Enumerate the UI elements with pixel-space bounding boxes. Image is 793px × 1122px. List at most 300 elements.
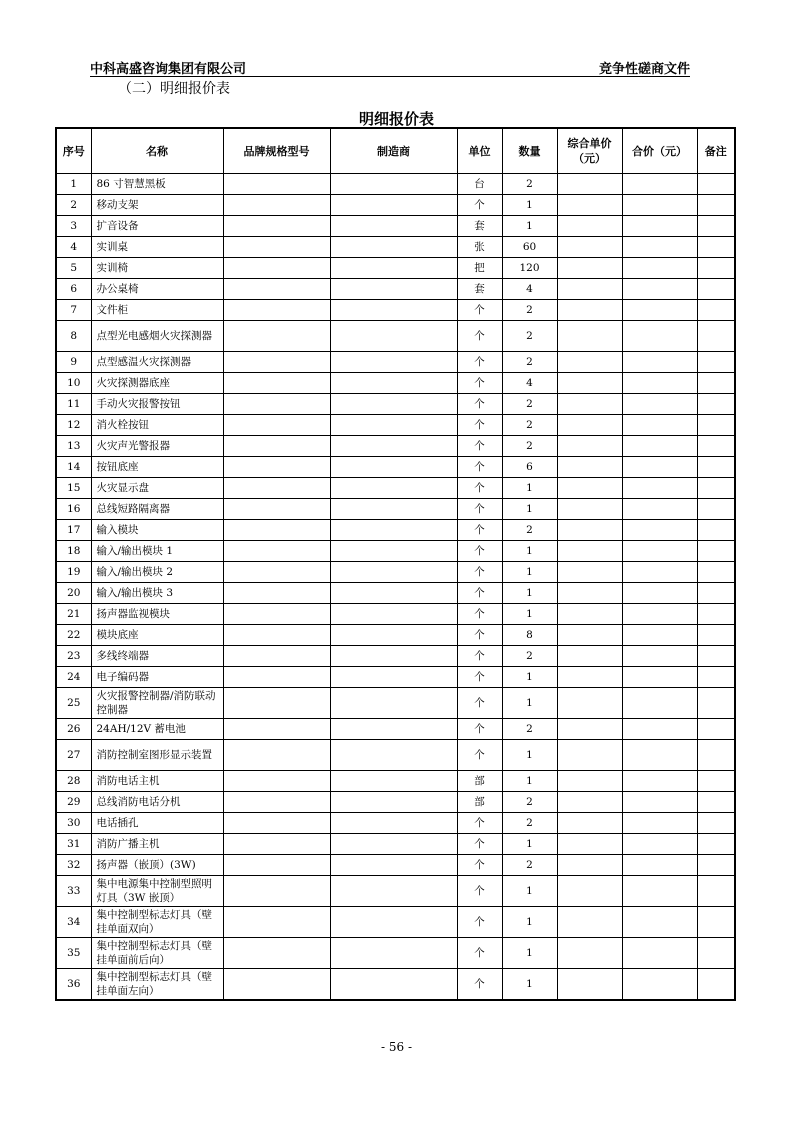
row-qty: 1 bbox=[502, 876, 557, 907]
row-note bbox=[697, 813, 735, 834]
row-note bbox=[697, 300, 735, 321]
row-seq: 33 bbox=[56, 876, 91, 907]
row-seq: 17 bbox=[56, 520, 91, 541]
row-total bbox=[622, 855, 697, 876]
row-name: 文件柜 bbox=[91, 300, 223, 321]
table-row bbox=[56, 436, 735, 457]
row-unit-price bbox=[557, 719, 622, 740]
row-unit-price bbox=[557, 969, 622, 1001]
row-note bbox=[697, 237, 735, 258]
row-qty: 60 bbox=[502, 237, 557, 258]
row-total bbox=[622, 646, 697, 667]
table-row bbox=[56, 688, 735, 719]
row-note bbox=[697, 907, 735, 938]
table-header-row bbox=[56, 128, 735, 174]
row-unit-price bbox=[557, 436, 622, 457]
row-seq: 28 bbox=[56, 771, 91, 792]
row-maker bbox=[330, 174, 457, 195]
row-qty: 2 bbox=[502, 855, 557, 876]
row-qty: 8 bbox=[502, 625, 557, 646]
row-unit-price bbox=[557, 740, 622, 771]
row-total bbox=[622, 876, 697, 907]
row-unit-price bbox=[557, 907, 622, 938]
table-row bbox=[56, 969, 735, 1001]
row-brand bbox=[223, 415, 330, 436]
row-total bbox=[622, 300, 697, 321]
table-row bbox=[56, 813, 735, 834]
table-row bbox=[56, 604, 735, 625]
row-brand bbox=[223, 907, 330, 938]
row-unit: 个 bbox=[457, 719, 502, 740]
row-name: 移动支架 bbox=[91, 195, 223, 216]
row-unit-price bbox=[557, 352, 622, 373]
row-qty: 2 bbox=[502, 813, 557, 834]
row-note bbox=[697, 195, 735, 216]
row-maker bbox=[330, 541, 457, 562]
row-unit: 把 bbox=[457, 258, 502, 279]
row-name: 电话插孔 bbox=[91, 813, 223, 834]
row-qty: 1 bbox=[502, 688, 557, 719]
row-unit-price bbox=[557, 216, 622, 237]
row-note bbox=[697, 436, 735, 457]
table-row bbox=[56, 373, 735, 394]
row-brand bbox=[223, 562, 330, 583]
row-seq: 32 bbox=[56, 855, 91, 876]
row-unit: 个 bbox=[457, 541, 502, 562]
row-maker bbox=[330, 520, 457, 541]
row-note bbox=[697, 478, 735, 499]
row-unit: 个 bbox=[457, 834, 502, 855]
row-qty: 1 bbox=[502, 541, 557, 562]
table-row bbox=[56, 719, 735, 740]
row-seq: 23 bbox=[56, 646, 91, 667]
row-unit-price bbox=[557, 855, 622, 876]
row-brand bbox=[223, 625, 330, 646]
row-note bbox=[697, 876, 735, 907]
row-unit: 个 bbox=[457, 876, 502, 907]
row-unit-price bbox=[557, 237, 622, 258]
row-qty: 2 bbox=[502, 352, 557, 373]
row-total bbox=[622, 907, 697, 938]
col-unit-price-line2: （元） bbox=[573, 152, 606, 165]
row-brand bbox=[223, 969, 330, 1001]
row-name: 火灾探测器底座 bbox=[91, 373, 223, 394]
row-brand bbox=[223, 321, 330, 352]
row-brand bbox=[223, 740, 330, 771]
row-unit-price bbox=[557, 457, 622, 478]
table-row bbox=[56, 667, 735, 688]
row-qty: 1 bbox=[502, 771, 557, 792]
row-total bbox=[622, 520, 697, 541]
row-brand bbox=[223, 237, 330, 258]
row-note bbox=[697, 719, 735, 740]
table-row bbox=[56, 499, 735, 520]
row-qty: 1 bbox=[502, 562, 557, 583]
row-name: 点型光电感烟火灾探测器 bbox=[91, 321, 223, 352]
row-seq: 26 bbox=[56, 719, 91, 740]
row-qty: 1 bbox=[502, 216, 557, 237]
row-unit-price bbox=[557, 688, 622, 719]
row-total bbox=[622, 394, 697, 415]
row-unit-price bbox=[557, 415, 622, 436]
table-row bbox=[56, 792, 735, 813]
row-name: 消火栓按钮 bbox=[91, 415, 223, 436]
row-maker bbox=[330, 834, 457, 855]
row-qty: 2 bbox=[502, 792, 557, 813]
row-maker bbox=[330, 740, 457, 771]
row-note bbox=[697, 520, 735, 541]
row-note bbox=[697, 258, 735, 279]
row-unit: 套 bbox=[457, 216, 502, 237]
row-maker bbox=[330, 813, 457, 834]
row-name: 点型感温火灾探测器 bbox=[91, 352, 223, 373]
row-seq: 9 bbox=[56, 352, 91, 373]
table-row bbox=[56, 625, 735, 646]
row-name: 火灾声光警报器 bbox=[91, 436, 223, 457]
row-total bbox=[622, 478, 697, 499]
row-seq: 14 bbox=[56, 457, 91, 478]
row-maker bbox=[330, 969, 457, 1001]
row-qty: 2 bbox=[502, 321, 557, 352]
row-brand bbox=[223, 938, 330, 969]
row-qty: 2 bbox=[502, 394, 557, 415]
row-brand bbox=[223, 258, 330, 279]
row-unit-price bbox=[557, 373, 622, 394]
row-seq: 35 bbox=[56, 938, 91, 969]
row-brand bbox=[223, 646, 330, 667]
row-name: 输入/输出模块 3 bbox=[91, 583, 223, 604]
row-maker bbox=[330, 216, 457, 237]
row-qty: 120 bbox=[502, 258, 557, 279]
row-name: 多线终端器 bbox=[91, 646, 223, 667]
row-total bbox=[622, 195, 697, 216]
row-brand bbox=[223, 604, 330, 625]
table-row bbox=[56, 583, 735, 604]
row-maker bbox=[330, 415, 457, 436]
row-seq: 12 bbox=[56, 415, 91, 436]
price-detail-table bbox=[55, 127, 736, 1001]
row-qty: 2 bbox=[502, 719, 557, 740]
row-brand bbox=[223, 834, 330, 855]
row-seq: 6 bbox=[56, 279, 91, 300]
row-brand bbox=[223, 719, 330, 740]
row-seq: 10 bbox=[56, 373, 91, 394]
row-brand bbox=[223, 855, 330, 876]
row-maker bbox=[330, 237, 457, 258]
row-name: 模块底座 bbox=[91, 625, 223, 646]
row-brand bbox=[223, 279, 330, 300]
row-maker bbox=[330, 876, 457, 907]
row-brand bbox=[223, 373, 330, 394]
row-total bbox=[622, 834, 697, 855]
row-qty: 2 bbox=[502, 174, 557, 195]
row-unit: 个 bbox=[457, 907, 502, 938]
table-row bbox=[56, 195, 735, 216]
table-row bbox=[56, 321, 735, 352]
col-unit-price bbox=[557, 128, 622, 174]
table-row bbox=[56, 478, 735, 499]
row-brand bbox=[223, 300, 330, 321]
row-unit: 张 bbox=[457, 237, 502, 258]
row-unit: 个 bbox=[457, 436, 502, 457]
row-unit: 个 bbox=[457, 321, 502, 352]
row-note bbox=[697, 604, 735, 625]
row-seq: 18 bbox=[56, 541, 91, 562]
table-row bbox=[56, 258, 735, 279]
table-row bbox=[56, 855, 735, 876]
row-maker bbox=[330, 352, 457, 373]
row-seq: 11 bbox=[56, 394, 91, 415]
row-unit: 部 bbox=[457, 792, 502, 813]
row-total bbox=[622, 688, 697, 719]
row-name: 手动火灾报警按钮 bbox=[91, 394, 223, 415]
row-name: 集中控制型标志灯具（壁挂单面双向） bbox=[91, 907, 223, 938]
row-unit: 个 bbox=[457, 394, 502, 415]
row-qty: 2 bbox=[502, 646, 557, 667]
row-unit: 个 bbox=[457, 352, 502, 373]
row-unit: 个 bbox=[457, 813, 502, 834]
row-total bbox=[622, 541, 697, 562]
row-maker bbox=[330, 583, 457, 604]
page-number: - 56 - bbox=[380, 1040, 412, 1054]
row-qty: 1 bbox=[502, 667, 557, 688]
row-maker bbox=[330, 719, 457, 740]
row-note bbox=[697, 541, 735, 562]
row-unit-price bbox=[557, 300, 622, 321]
row-name: 实训桌 bbox=[91, 237, 223, 258]
row-brand bbox=[223, 352, 330, 373]
row-brand bbox=[223, 436, 330, 457]
row-name: 集中控制型标志灯具（壁挂单面左向） bbox=[91, 969, 223, 1001]
col-brand: 品牌规格型号 bbox=[223, 128, 330, 174]
row-unit-price bbox=[557, 321, 622, 352]
row-qty: 2 bbox=[502, 300, 557, 321]
row-unit-price bbox=[557, 195, 622, 216]
row-note bbox=[697, 771, 735, 792]
row-maker bbox=[330, 646, 457, 667]
table-row bbox=[56, 876, 735, 907]
col-note: 备注 bbox=[697, 128, 735, 174]
row-unit: 个 bbox=[457, 740, 502, 771]
row-unit-price bbox=[557, 394, 622, 415]
row-total bbox=[622, 258, 697, 279]
row-note bbox=[697, 834, 735, 855]
row-name: 总线消防电话分机 bbox=[91, 792, 223, 813]
row-qty: 4 bbox=[502, 373, 557, 394]
row-name: 集中控制型标志灯具（壁挂单面前后向） bbox=[91, 938, 223, 969]
row-total bbox=[622, 583, 697, 604]
row-note bbox=[697, 373, 735, 394]
table-row bbox=[56, 541, 735, 562]
row-seq: 13 bbox=[56, 436, 91, 457]
row-unit-price bbox=[557, 667, 622, 688]
row-note bbox=[697, 688, 735, 719]
row-total bbox=[622, 352, 697, 373]
table-row bbox=[56, 740, 735, 771]
col-seq: 序号 bbox=[56, 128, 91, 174]
row-unit: 个 bbox=[457, 478, 502, 499]
row-unit: 个 bbox=[457, 667, 502, 688]
row-total bbox=[622, 499, 697, 520]
row-unit-price bbox=[557, 876, 622, 907]
row-name: 集中电源集中控制型照明灯具（3W 嵌顶） bbox=[91, 876, 223, 907]
document-type: 竞争性磋商文件 bbox=[598, 62, 690, 77]
row-note bbox=[697, 174, 735, 195]
row-maker bbox=[330, 457, 457, 478]
row-maker bbox=[330, 436, 457, 457]
row-name: 实训椅 bbox=[91, 258, 223, 279]
row-maker bbox=[330, 855, 457, 876]
table-row bbox=[56, 174, 735, 195]
row-qty: 1 bbox=[502, 195, 557, 216]
page-header bbox=[90, 56, 690, 77]
row-brand bbox=[223, 771, 330, 792]
table-row bbox=[56, 520, 735, 541]
row-name: 消防广播主机 bbox=[91, 834, 223, 855]
row-note bbox=[697, 646, 735, 667]
row-name: 扬声器（嵌顶）(3W) bbox=[91, 855, 223, 876]
row-total bbox=[622, 792, 697, 813]
row-brand bbox=[223, 174, 330, 195]
row-note bbox=[697, 216, 735, 237]
row-note bbox=[697, 625, 735, 646]
row-total bbox=[622, 969, 697, 1001]
row-unit-price bbox=[557, 541, 622, 562]
col-unit: 单位 bbox=[457, 128, 502, 174]
row-name: 86 寸智慧黑板 bbox=[91, 174, 223, 195]
row-name: 火灾报警控制器/消防联动控制器 bbox=[91, 688, 223, 719]
row-seq: 19 bbox=[56, 562, 91, 583]
table-row bbox=[56, 394, 735, 415]
table-row bbox=[56, 907, 735, 938]
row-seq: 22 bbox=[56, 625, 91, 646]
row-unit: 个 bbox=[457, 195, 502, 216]
row-total bbox=[622, 604, 697, 625]
row-unit: 个 bbox=[457, 300, 502, 321]
row-unit: 个 bbox=[457, 373, 502, 394]
row-maker bbox=[330, 688, 457, 719]
row-unit-price bbox=[557, 771, 622, 792]
row-name: 输入模块 bbox=[91, 520, 223, 541]
col-name: 名称 bbox=[91, 128, 223, 174]
table-row bbox=[56, 646, 735, 667]
row-note bbox=[697, 583, 735, 604]
row-note bbox=[697, 855, 735, 876]
row-total bbox=[622, 938, 697, 969]
row-maker bbox=[330, 321, 457, 352]
company-name: 中科高盛咨询集团有限公司 bbox=[90, 62, 247, 77]
row-unit-price bbox=[557, 279, 622, 300]
row-unit: 个 bbox=[457, 604, 502, 625]
row-seq: 34 bbox=[56, 907, 91, 938]
row-maker bbox=[330, 258, 457, 279]
row-maker bbox=[330, 499, 457, 520]
row-note bbox=[697, 415, 735, 436]
row-unit: 部 bbox=[457, 771, 502, 792]
row-maker bbox=[330, 771, 457, 792]
row-seq: 15 bbox=[56, 478, 91, 499]
row-seq: 7 bbox=[56, 300, 91, 321]
row-note bbox=[697, 938, 735, 969]
row-total bbox=[622, 667, 697, 688]
row-brand bbox=[223, 667, 330, 688]
row-total bbox=[622, 436, 697, 457]
row-maker bbox=[330, 938, 457, 969]
row-total bbox=[622, 415, 697, 436]
row-unit-price bbox=[557, 813, 622, 834]
table-row bbox=[56, 834, 735, 855]
row-total bbox=[622, 237, 697, 258]
table-row bbox=[56, 300, 735, 321]
row-unit-price bbox=[557, 646, 622, 667]
row-qty: 1 bbox=[502, 938, 557, 969]
row-maker bbox=[330, 373, 457, 394]
row-seq: 8 bbox=[56, 321, 91, 352]
row-note bbox=[697, 499, 735, 520]
row-qty: 2 bbox=[502, 520, 557, 541]
row-name: 总线短路隔离器 bbox=[91, 499, 223, 520]
row-note bbox=[697, 969, 735, 1001]
table-row bbox=[56, 216, 735, 237]
row-maker bbox=[330, 625, 457, 646]
row-total bbox=[622, 279, 697, 300]
row-note bbox=[697, 321, 735, 352]
table-row bbox=[56, 352, 735, 373]
row-note bbox=[697, 457, 735, 478]
row-seq: 24 bbox=[56, 667, 91, 688]
row-unit-price bbox=[557, 499, 622, 520]
table-row bbox=[56, 415, 735, 436]
row-qty: 2 bbox=[502, 415, 557, 436]
row-brand bbox=[223, 478, 330, 499]
row-brand bbox=[223, 216, 330, 237]
row-unit: 个 bbox=[457, 457, 502, 478]
row-seq: 29 bbox=[56, 792, 91, 813]
col-unit-price-line1: 综合单价 bbox=[567, 137, 612, 150]
row-total bbox=[622, 740, 697, 771]
row-unit-price bbox=[557, 258, 622, 279]
row-total bbox=[622, 625, 697, 646]
row-seq: 31 bbox=[56, 834, 91, 855]
row-brand bbox=[223, 583, 330, 604]
row-seq: 20 bbox=[56, 583, 91, 604]
row-brand bbox=[223, 541, 330, 562]
row-unit-price bbox=[557, 562, 622, 583]
row-note bbox=[697, 394, 735, 415]
row-qty: 1 bbox=[502, 583, 557, 604]
row-unit-price bbox=[557, 604, 622, 625]
col-qty: 数量 bbox=[502, 128, 557, 174]
row-qty: 6 bbox=[502, 457, 557, 478]
row-seq: 25 bbox=[56, 688, 91, 719]
row-total bbox=[622, 562, 697, 583]
row-brand bbox=[223, 876, 330, 907]
table-row bbox=[56, 457, 735, 478]
row-unit-price bbox=[557, 174, 622, 195]
table-title: 明细报价表 bbox=[358, 110, 434, 128]
row-seq: 21 bbox=[56, 604, 91, 625]
row-name: 办公桌椅 bbox=[91, 279, 223, 300]
row-seq: 2 bbox=[56, 195, 91, 216]
row-name: 消防控制室图形显示装置 bbox=[91, 740, 223, 771]
row-brand bbox=[223, 457, 330, 478]
row-name: 输入/输出模块 1 bbox=[91, 541, 223, 562]
row-unit: 个 bbox=[457, 562, 502, 583]
table-row bbox=[56, 771, 735, 792]
row-brand bbox=[223, 688, 330, 719]
row-name: 扩音设备 bbox=[91, 216, 223, 237]
row-brand bbox=[223, 520, 330, 541]
